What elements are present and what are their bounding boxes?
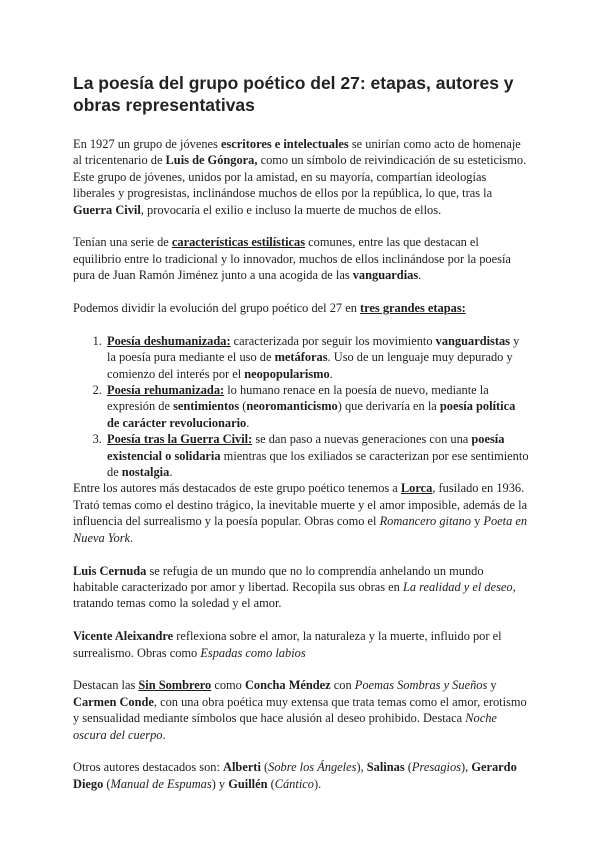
text-run: En 1927 un grupo de jóvenes	[73, 137, 221, 151]
text-run: caracterizada por seguir los movimiento	[230, 333, 436, 348]
text-run: tres grandes etapas:	[360, 301, 466, 316]
text-run: neopopularismo	[244, 366, 330, 381]
text-run: sentimientos	[173, 399, 240, 414]
text-run: Presagios	[411, 760, 462, 775]
stage-item-1	[105, 333, 530, 382]
text-run: Podemos dividir la evolución del grupo poético del 27 en	[73, 301, 360, 316]
spacer	[73, 612, 530, 628]
text-run: tratando temas como la soledad y el amor.	[73, 596, 282, 611]
text-run: y	[487, 678, 497, 693]
text-run: vanguardias	[352, 268, 419, 283]
text-run: Poesía tras la Guerra Civil:	[107, 432, 253, 447]
text-run: .	[246, 415, 250, 430]
text-run: .	[130, 530, 134, 545]
text-run: ),	[356, 760, 367, 775]
other-authors-paragraph	[73, 759, 530, 792]
spacer	[73, 661, 530, 677]
text-run: (	[267, 776, 275, 791]
spacer	[73, 218, 530, 234]
text-run: Poemas Sombras y Sueños	[354, 678, 488, 693]
text-run: Otros autores destacados son:	[73, 760, 224, 775]
text-run: nostalgia	[121, 465, 170, 480]
text-run: . Uso de un lenguaje muy depurado y comienzo del interés por el	[107, 350, 513, 381]
spacer	[73, 284, 530, 300]
text-run: reflexiona sobre el amor, la naturaleza y la muerte, influido por el surrealismo. Obras como	[73, 629, 502, 660]
spacer	[73, 546, 530, 562]
text-run: Entre los autores más destacados de este grupo poético tenemos a	[73, 481, 401, 496]
text-run: Noche oscura del cuerpo	[73, 711, 497, 742]
text-run: Luis Cernuda	[73, 563, 147, 578]
text-run: (	[404, 760, 412, 775]
sin-sombrero-paragraph	[73, 677, 530, 743]
text-run: , con una obra poética muy extensa que trata temas como el amor, erotismo y sensualidad mediante símbolos que hace alusión al deseo prohibido. Destaca	[73, 694, 527, 726]
text-run: .	[418, 268, 422, 283]
text-run: Destacan las	[73, 678, 139, 693]
text-run: Poesía rehumanizada:	[107, 383, 225, 398]
text-run: Sobre los Ángeles	[268, 760, 357, 775]
cernuda-paragraph	[73, 563, 530, 612]
document-title: La poesía del grupo poético del 27: etapas, autores y obras representativas	[73, 73, 514, 115]
text-run: ) y	[211, 776, 229, 791]
text-run: poesía existencial o solidaria	[107, 432, 505, 463]
stages-intro-paragraph	[73, 300, 530, 316]
text-run: y	[471, 514, 484, 529]
text-run: Romancero gitano	[379, 514, 472, 529]
text-run: Luis de Góngora,	[165, 153, 258, 168]
text-run: como un símbolo de reivindicación de su esteticismo. Este grupo de jóvenes, unidos por la amistad, en su mayoría, compartían ideologías liberales y progresistas, inclinándose muchos de ellos por la república, lo que, tras la	[73, 153, 527, 201]
text-run: , provocaría el exilio e incluso la muerte de muchos de ellos.	[140, 202, 442, 217]
text-run: Salinas	[366, 760, 405, 775]
text-run: se refugia de un mundo que no lo comprendía anhelando un mundo habitable caracterizado por amor y libertad. Recopila sus obras en	[73, 563, 484, 594]
text-run: Alberti	[223, 760, 261, 775]
text-run: poesía política de carácter revolucionario	[107, 399, 516, 430]
text-run: vanguardistas	[435, 333, 511, 348]
text-run: Guerra Civil	[73, 202, 141, 217]
text-run: (	[103, 776, 111, 791]
text-run: Cántico	[274, 776, 314, 791]
text-run: Poeta en Nueva York	[73, 514, 528, 545]
text-run: (	[239, 399, 247, 414]
lorca-paragraph	[73, 480, 530, 546]
text-run: se unirían como acto de homenaje al tricentenario de	[73, 137, 521, 168]
intro-paragraph	[73, 136, 530, 218]
text-run: , fusilado en 1936. Trató temas como el destino trágico, la inevitable muerte y el amor imposible, además de la influencia del surrealismo y la poesía popular. Obras como el	[73, 481, 528, 529]
text-run: Poesía deshumanizada:	[107, 333, 231, 348]
text-run: Concha Méndez	[244, 678, 331, 693]
aleixandre-paragraph	[73, 628, 530, 661]
stage-item-2	[105, 382, 530, 431]
text-run: Lorca	[400, 481, 433, 496]
text-run: La realidad y el deseo,	[402, 579, 516, 594]
text-run: Manual de Espumas	[110, 776, 212, 791]
text-run: como	[211, 678, 245, 693]
text-run: Vicente Aleixandre	[73, 629, 174, 644]
text-run: Gerardo Diego	[73, 760, 517, 791]
stage-item-3	[105, 431, 530, 480]
text-run: metáforas	[274, 350, 328, 365]
text-run: escritores e intelectuales	[220, 137, 349, 151]
text-run: Espadas como labios	[200, 645, 306, 660]
text-run: mientras que los exiliados se caracterizan por ese sentimiento de	[107, 448, 529, 480]
stages-list	[73, 333, 530, 481]
text-run: Sin Sombrero	[138, 678, 212, 693]
text-run: ),	[461, 760, 472, 775]
text-run: Tenían una serie de	[73, 235, 172, 250]
text-run: .	[162, 727, 166, 742]
text-run: con	[330, 678, 355, 693]
spacer	[73, 743, 530, 759]
text-run: (	[260, 760, 269, 775]
text-run: y la poesía pura mediante el uso de	[107, 333, 520, 365]
text-run: ).	[313, 776, 322, 791]
text-run: .	[329, 366, 333, 381]
text-run: .	[169, 465, 173, 480]
style-paragraph	[73, 234, 530, 283]
text-run: características estilísticas	[171, 235, 306, 250]
text-run: comunes, entre las que destacan el equilibrio entre lo tradicional y lo innovador, muchos de ellos inclinándose por la poesía pura de Juan Ramón Jiménez junto a una acogida de las	[73, 235, 511, 283]
text-run: ) que derivaría en la	[337, 399, 440, 414]
text-run: lo humano renace en la poesía de nuevo, mediante la expresión de	[107, 383, 489, 414]
text-run: Guillén	[228, 776, 268, 791]
text-run: Carmen Conde	[73, 694, 154, 709]
text-run: se dan paso a nuevas generaciones con una	[252, 432, 472, 447]
text-run: neoromanticismo	[246, 399, 338, 414]
